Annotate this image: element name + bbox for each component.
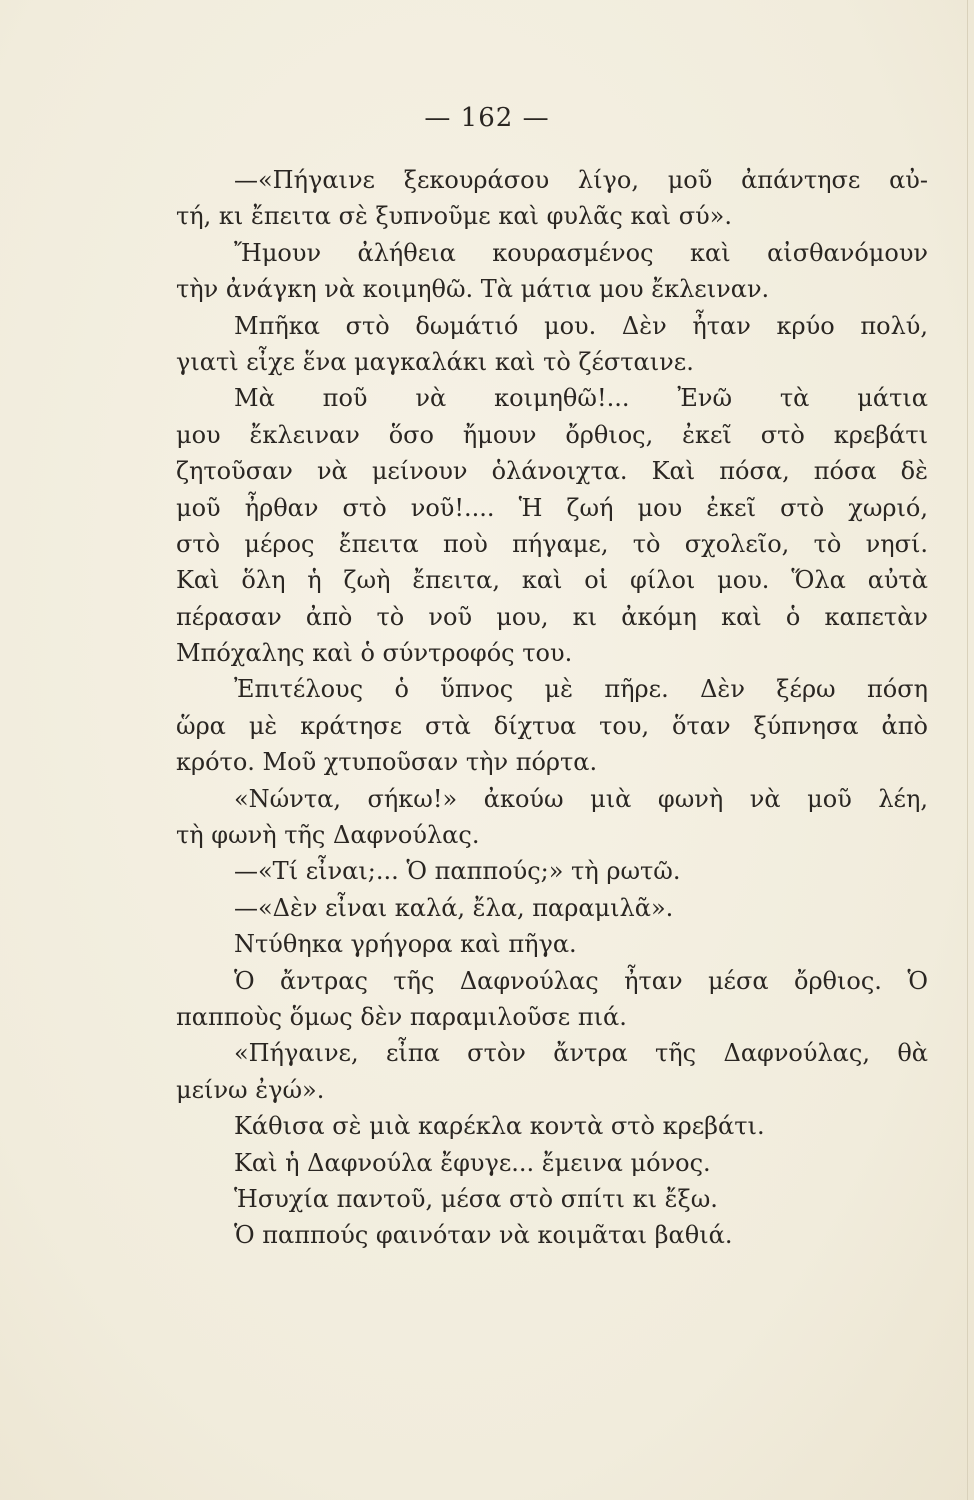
text-line: ζητοῦσαν νὰ μείνουν ὁλάνοιχτα. Καὶ πόσα, πόσα δὲ — [176, 457, 928, 486]
text-line: τή, κι ἔπειτα σὲ ξυπνοῦμε καὶ φυλᾶς καὶ σύ». — [176, 202, 732, 231]
text-line: τὴν ἀνάγκη νὰ κοιμηθῶ. Τὰ μάτια μου ἔκλειναν. — [176, 275, 770, 304]
text-line: γιατὶ εἶχε ἕνα μαγκαλάκι καὶ τὸ ζέσταινε. — [176, 347, 694, 376]
text-line: Καὶ ὅλη ἡ ζωὴ ἔπειτα, καὶ οἱ φίλοι μου. Ὅλα αὐτὰ — [176, 566, 928, 595]
text-line: ὥρα μὲ κράτησε στὰ δίχτυα του, ὅταν ξύπνησα ἀπὸ — [176, 711, 928, 740]
text-line: Κάθισα σὲ μιὰ καρέκλα κοντὰ στὸ κρεβάτι. — [234, 1112, 765, 1141]
text-line: τὴ φωνὴ τῆς Δαφνούλας. — [176, 821, 480, 850]
text-line: —«Δὲν εἶναι καλά, ἔλα, παραμιλᾶ». — [234, 893, 674, 922]
text-line: —«Τί εἶναι;... Ὁ παππούς;» τὴ ρωτῶ. — [234, 857, 681, 886]
text-line: Ὁ ἄντρας τῆς Δαφνούλας ἦταν μέσα ὄρθιος. Ὁ — [234, 966, 928, 995]
text-line: Ἤμουν ἀλήθεια κουρασμένος καὶ αἰσθανόμουν — [234, 238, 928, 267]
text-line: Μπόχαλης καὶ ὁ σύντροφός του. — [176, 639, 573, 668]
text-line: Καὶ ἡ Δαφνούλα ἔφυγε... ἔμεινα μόνος. — [234, 1148, 711, 1177]
text-line: Ντύθηκα γρήγορα καὶ πῆγα. — [234, 930, 577, 959]
page-edge — [967, 0, 968, 1500]
text-line: κρότο. Μοῦ χτυποῦσαν τὴν πόρτα. — [176, 748, 598, 777]
text-line: Ἡσυχία παντοῦ, μέσα στὸ σπίτι κι ἔξω. — [234, 1184, 718, 1213]
text-line: μοῦ ἦρθαν στὸ νοῦ!.... Ἡ ζωή μου ἐκεῖ στὸ χωριό, — [176, 493, 928, 522]
text-line: Μὰ ποῦ νὰ κοιμηθῶ!... Ἐνῶ τὰ μάτια — [234, 384, 928, 413]
text-line: πέρασαν ἀπὸ τὸ νοῦ μου, κι ἀκόμη καὶ ὁ καπετὰν — [176, 602, 928, 631]
text-line: Μπῆκα στὸ δωμάτιό μου. Δὲν ἦταν κρύο πολύ, — [234, 311, 928, 340]
text-line: Ὁ παππούς φαινόταν νὰ κοιμᾶται βαθιά. — [234, 1221, 733, 1250]
text-line: —«Πήγαινε ξεκουράσου λίγο, μοῦ ἀπάντησε αὐ- — [234, 166, 928, 194]
body-text — [176, 162, 928, 1254]
text-line: «Νώντα, σήκω!» ἀκούω μιὰ φωνὴ νὰ μοῦ λέη, — [234, 784, 928, 813]
text-line: μου ἔκλειναν ὅσο ἤμουν ὄρθιος, ἐκεῖ στὸ κρεβάτι — [176, 420, 928, 449]
page-number: — 162 — — [424, 103, 550, 133]
text-line: «Πήγαινε, εἶπα στὸν ἄντρα τῆς Δαφνούλας, θὰ — [234, 1039, 928, 1068]
text-line: Ἐπιτέλους ὁ ὕπνος μὲ πῆρε. Δὲν ξέρω πόση — [234, 675, 928, 704]
text-line: μείνω ἐγώ». — [176, 1075, 325, 1104]
text-line: στὸ μέρος ἔπειτα ποὺ πήγαμε, τὸ σχολεῖο, τὸ νησί. — [176, 529, 928, 558]
text-line: παπποὺς ὅμως δὲν παραμιλοῦσε πιά. — [176, 1002, 627, 1031]
